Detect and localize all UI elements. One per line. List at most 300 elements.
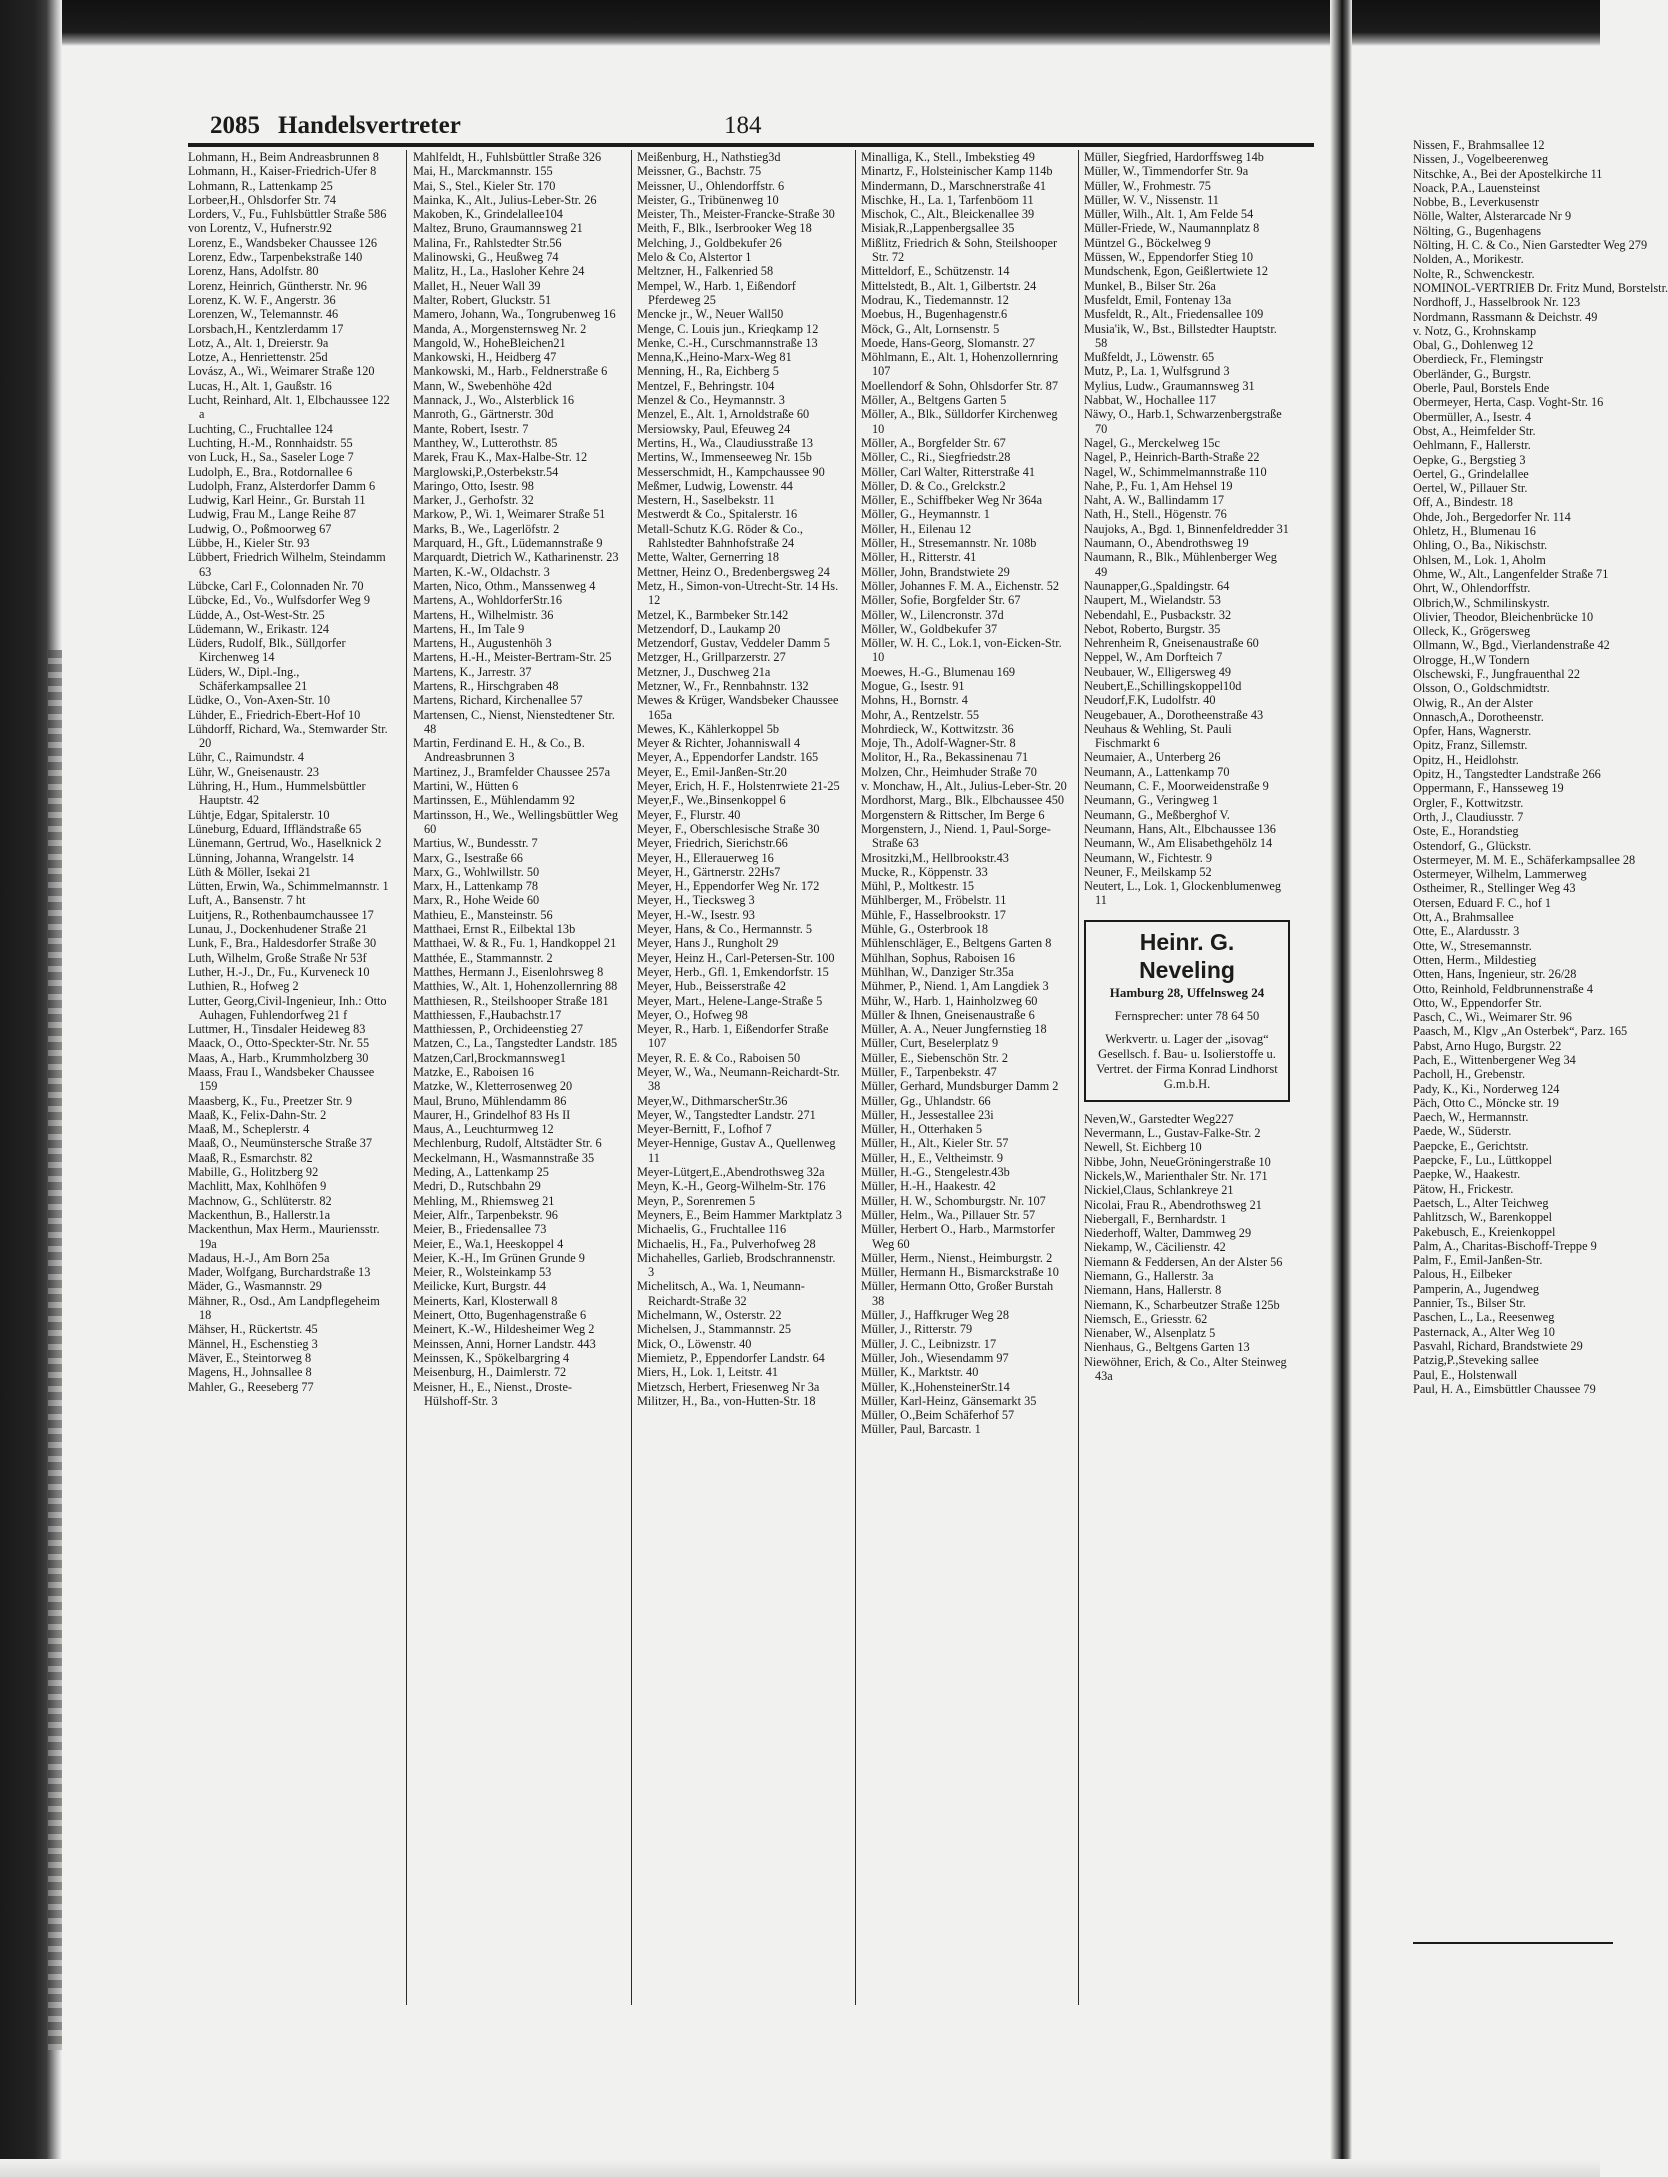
directory-entry: Matthies, W., Alt. 1, Hohenzollernring 88 bbox=[413, 979, 618, 994]
directory-entry: Opitz, H., Tangstedter Landstraße 266 bbox=[1413, 767, 1601, 782]
directory-entry: Mühlberger, M., Fröbelstr. 11 bbox=[861, 893, 1007, 908]
directory-entry: Nahe, P., Fu. 1, Am Hehsel 19 bbox=[1084, 478, 1233, 493]
directory-entry: Lütten, Erwin, Wa., Schimmelmannstr. 1 bbox=[188, 879, 389, 894]
directory-entry: Lühtje, Edgar, Spitalerstr. 10 bbox=[188, 807, 330, 822]
directory-entry: Müller, Gerhard, Mundsburger Damm 2 bbox=[861, 1079, 1059, 1094]
directory-entry: Paul, E., Holstenwall bbox=[1413, 1367, 1518, 1382]
directory-entry: Ostheimer, R., Stellinger Weg 43 bbox=[1413, 881, 1576, 896]
directory-entry: Müller, W. V., Nissenstr. 11 bbox=[1084, 192, 1219, 207]
directory-entry: Pacholl, H., Grebenstr. bbox=[1413, 1067, 1526, 1082]
directory-entry: Paepcke, E., Gerichtstr. bbox=[1413, 1138, 1529, 1153]
directory-entry: Mühmer, P., Niend. 1, Am Langdiek 3 bbox=[861, 979, 1049, 994]
directory-entry: Lüders, Rudolf, Blk., Süllдorfer Kirchenweg 14 bbox=[188, 636, 346, 665]
directory-entry: Nienhaus, G., Beltgens Garten 13 bbox=[1084, 1340, 1250, 1355]
directory-entry: Neven,W., Garstedter Weg227 bbox=[1084, 1111, 1234, 1126]
directory-entry: Mühlhan, Sophus, Raboisen 16 bbox=[861, 950, 1016, 965]
directory-entry: Nissen, J., Vogelbeerenweg bbox=[1413, 152, 1549, 167]
directory-entry: Meyer, Mart., Helene-Lange-Straße 5 bbox=[637, 993, 823, 1008]
directory-entry: Meinssen, K., Spökelbargring 4 bbox=[413, 1350, 570, 1365]
directory-entry: Michelitsch, A., Wa. 1, Neumann-Reichardt-Straße 32 bbox=[637, 1279, 805, 1308]
directory-entry: Mahlfeldt, H., Fuhlsbüttler Straße 326 bbox=[413, 150, 602, 164]
directory-entry: Menge, C. Louis jun., Krieqkamp 12 bbox=[637, 321, 819, 336]
directory-entry: Palm, A., Charitas-Bischoff-Treppe 9 bbox=[1413, 1238, 1597, 1253]
directory-entry: Metzendorf, Gustav, Veddeler Damm 5 bbox=[637, 636, 830, 651]
directory-entry: Otto, Reinhold, Feldbrunnenstraße 4 bbox=[1413, 981, 1593, 996]
directory-entry: Ohde, Joh., Bergedorfer Nr. 114 bbox=[1413, 509, 1571, 524]
directory-entry: Maaß, K., Felix-Dahn-Str. 2 bbox=[188, 1107, 327, 1122]
directory-entry: Mohrdieck, W., Kottwitzstr. 36 bbox=[861, 721, 1014, 736]
directory-entry: Lorders, V., Fu., Fuhlsbüttler Straße 586 bbox=[188, 207, 387, 222]
directory-entry: Möller, John, Brandstwiete 29 bbox=[861, 564, 1010, 579]
directory-entry: Ollmann, W., Bgd., Vierlandenstraße 42 bbox=[1413, 638, 1610, 653]
directory-entry: Marek, Frau K., Max-Halbe-Str. 12 bbox=[413, 450, 588, 465]
directory-entry: Malinowski, G., Heußweg 74 bbox=[413, 250, 559, 265]
directory-entry: Müller, A. A., Neuer Jungfernstieg 18 bbox=[861, 1022, 1047, 1037]
directory-entry: Lühdorff, Richard, Wa., Stemwarder Str. 20 bbox=[188, 721, 388, 751]
directory-entry: Marquardt, Dietrich W., Katharinenstr. 23 bbox=[413, 550, 619, 565]
directory-entry: Niemann, Hans, Hallerstr. 8 bbox=[1084, 1283, 1222, 1298]
directory-entry: Nath, H., Stell., Högenstr. 76 bbox=[1084, 507, 1227, 522]
directory-entry: Maaß, M., Scheplerstr. 4 bbox=[188, 1122, 310, 1137]
directory-entry: Musfeldt, R., Alt., Friedensallee 109 bbox=[1084, 307, 1264, 322]
directory-entry: Nolden, A., Morikestr. bbox=[1413, 252, 1524, 267]
directory-entry: Lunk, F., Bra., Haldesdorfer Straße 30 bbox=[188, 936, 377, 951]
directory-entry: Nölting, H. C. & Co., Nien Garstedter Weg 279 bbox=[1413, 238, 1648, 253]
directory-entry: Müller & Ihnen, Gneisenaustraße 6 bbox=[861, 1007, 1035, 1022]
directory-column-5 bbox=[1084, 150, 1290, 1383]
directory-entry: Müller, E., Siebenschön Str. 2 bbox=[861, 1050, 1009, 1065]
directory-entry: Martinssen, E., Mühlendamm 92 bbox=[413, 793, 575, 808]
directory-entry: Müller, Hermann H., Bismarckstraße 10 bbox=[861, 1265, 1059, 1280]
directory-entry: Menna,K.,Heino-Marx-Weg 81 bbox=[637, 350, 792, 365]
directory-entry: v. Monchaw, H., Alt., Julius-Leber-Str. 20 bbox=[861, 779, 1067, 794]
directory-entry: Martens, Richard, Kirchenallee 57 bbox=[413, 693, 583, 708]
directory-entry: Müller, H.-H., Haakestr. 42 bbox=[861, 1179, 996, 1194]
directory-entry: Obst, A., Heimfelder Str. bbox=[1413, 423, 1536, 438]
directory-entry: Nagel, G., Merckelweg 15c bbox=[1084, 435, 1220, 450]
directory-entry: Nagel, P., Heinrich-Barth-Straße 22 bbox=[1084, 450, 1260, 465]
directory-column-3 bbox=[637, 150, 843, 1408]
scan-border-bottom bbox=[0, 2159, 1600, 2177]
directory-entry: Oepke, G., Bergstieg 3 bbox=[1413, 452, 1526, 467]
directory-entry: Meister, G., Tribünenweg 10 bbox=[637, 192, 779, 207]
directory-entry: Lucht, Reinhard, Alt. 1, Elbchaussee 122 a bbox=[188, 393, 390, 422]
directory-entry: Neubert,E.,Schillingskoppel10d bbox=[1084, 678, 1242, 693]
directory-entry: Möller, H., Stresemannstr. Nr. 108b bbox=[861, 536, 1037, 551]
directory-entry: Lorenzen, W., Telemannstr. 46 bbox=[188, 307, 339, 322]
directory-entry: Naunapper,G.,Spaldingstr. 64 bbox=[1084, 578, 1230, 593]
directory-entry: Meisner, H., E., Nienst., Droste-Hülshoff-Str. 3 bbox=[413, 1379, 572, 1408]
directory-entry: Meisenburg, H., Daimlerstr. 72 bbox=[413, 1365, 567, 1380]
column-divider bbox=[1078, 150, 1079, 2005]
directory-column-4 bbox=[861, 150, 1067, 1437]
directory-entry: Mähser, H., Rückertstr. 45 bbox=[188, 1322, 318, 1337]
directory-entry: Meyer,F., We.,Binsenkoppel 6 bbox=[637, 793, 786, 808]
directory-entry: Olrogge, H.,W Tondern bbox=[1413, 652, 1530, 667]
directory-entry: Miemietz, P., Eppendorfer Landstr. 64 bbox=[637, 1350, 825, 1365]
directory-entry: Möller, A., Blk., Sülldorfer Kirchenweg 10 bbox=[861, 407, 1058, 436]
directory-entry: Nehrenheim R, Gneisenaustraße 60 bbox=[1084, 636, 1259, 651]
directory-entry: Mick, O., Löwenstr. 40 bbox=[637, 1336, 752, 1351]
directory-entry: Lucas, H., Alt. 1, Gaußstr. 16 bbox=[188, 378, 332, 393]
section-title: Handelsvertreter bbox=[278, 112, 461, 139]
directory-entry: Nitschke, A., Bei der Apostelkirche 11 bbox=[1413, 166, 1603, 181]
directory-entry: Mersiowsky, Paul, Efeuweg 24 bbox=[637, 421, 791, 436]
directory-entry: Müller, H.-G., Stengelestr.43b bbox=[861, 1165, 1010, 1180]
directory-entry: Müller, O.,Beim Schäferhof 57 bbox=[861, 1408, 1015, 1423]
column-5-bottom-list bbox=[1084, 1112, 1290, 1384]
directory-entry: Oppermann, F., Hansseweg 19 bbox=[1413, 781, 1564, 796]
directory-entry: Mühlenschläger, E., Beltgens Garten 8 bbox=[861, 936, 1052, 951]
directory-entry: Möck, G., Alt, Lornsenstr. 5 bbox=[861, 321, 1000, 336]
directory-entry: Päch, Otto C., Möncke str. 19 bbox=[1413, 1095, 1559, 1110]
directory-entry: Lühr, W., Gneisenaustr. 23 bbox=[188, 764, 320, 779]
directory-entry: Meltzner, H., Falkenried 58 bbox=[637, 264, 774, 279]
directory-entry: Meding, A., Lattenkamp 25 bbox=[413, 1165, 549, 1180]
directory-entry: Meckelmann, H., Wasmannstraße 35 bbox=[413, 1150, 595, 1165]
directory-entry: Morgenstern & Rittscher, Im Berge 6 bbox=[861, 807, 1045, 822]
directory-entry: Marglowski,P.,Osterbekstr.54 bbox=[413, 464, 559, 479]
directory-entry: Otten, Herm., Mildestieg bbox=[1413, 952, 1537, 967]
directory-entry: Müller, K.,HohensteinerStr.14 bbox=[861, 1379, 1010, 1394]
directory-entry: Mankowski, M., Harb., Feldnerstraße 6 bbox=[413, 364, 608, 379]
directory-entry: Müller, H., Otterhaken 5 bbox=[861, 1122, 983, 1137]
directory-entry: Meyer, H., Ellerauerweg 16 bbox=[637, 850, 774, 865]
directory-entry: Mentzel, F., Behringstr. 104 bbox=[637, 378, 775, 393]
directory-entry: Näwy, O., Harb.1, Schwarzenbergstraße 70 bbox=[1084, 407, 1282, 436]
directory-entry: Onnasch,A., Dorotheenstr. bbox=[1413, 709, 1544, 724]
directory-entry: Ohrt, W., Ohlendorffstr. bbox=[1413, 581, 1531, 596]
directory-entry: Orth, J., Claudiusstr. 7 bbox=[1413, 809, 1524, 824]
directory-entry: Müller, F., Tarpenbekstr. 47 bbox=[861, 1065, 997, 1079]
directory-entry: Maass, Frau I., Wandsbeker Chaussee 159 bbox=[188, 1065, 375, 1094]
directory-entry: Manroth, G., Gärtnerstr. 30d bbox=[413, 407, 554, 422]
directory-entry: Martens, R., Hirschgraben 48 bbox=[413, 678, 559, 693]
directory-entry: Möller, W., Lilencronstr. 37d bbox=[861, 607, 1004, 622]
directory-entry: Meyer-Hennige, Gustav A., Quellenweg 11 bbox=[637, 1136, 836, 1165]
directory-entry: Matthaei, Ernst R., Eilbektal 13b bbox=[413, 922, 576, 937]
directory-entry: Opitz, Franz, Sillemstr. bbox=[1413, 738, 1528, 753]
ad-body-text: Werkvertr. u. Lager der „isovag“ Gesellsch. f. Bau- u. Isolierstoffe u. Vertret. der Firma Konrad Lindhorst G.m.b.H. bbox=[1096, 1031, 1278, 1091]
directory-entry: Müller, H., E., Veltheimstr. 9 bbox=[861, 1150, 1004, 1165]
directory-entry: Müller, Curt, Beselerplatz 9 bbox=[861, 1036, 999, 1051]
directory-entry: Manthey, W., Lutterothstr. 85 bbox=[413, 435, 558, 450]
directory-entry: Lübbe, H., Kieler Str. 93 bbox=[188, 536, 310, 551]
directory-entry: Paepcke, F., Lu., Lüttkoppel bbox=[1413, 1153, 1553, 1168]
directory-entry: Marten, Nico, Othm., Manssenweg 4 bbox=[413, 578, 596, 593]
directory-entry: Mohr, A., Rentzelstr. 55 bbox=[861, 707, 980, 722]
directory-entry: Pakebusch, E., Kreienkoppel bbox=[1413, 1224, 1556, 1239]
directory-entry: Menzel & Co., Heymannstr. 3 bbox=[637, 393, 785, 408]
directory-entry: Nickiel,Claus, Schlankreye 21 bbox=[1084, 1183, 1234, 1198]
directory-entry: Lünemann, Gertrud, Wo., Haselknick 2 bbox=[188, 836, 382, 851]
directory-entry: Naht, A. W., Ballindamm 17 bbox=[1084, 493, 1225, 508]
directory-entry: Meyn, P., Sorenremen 5 bbox=[637, 1193, 756, 1208]
directory-entry: Müntzel G., Böckelweg 9 bbox=[1084, 235, 1211, 250]
directory-entry: Lüders, W., Dipl.-Ing., Schäferkampsallee 21 bbox=[188, 664, 308, 693]
directory-entry: Marx, G., Wohlwillstr. 50 bbox=[413, 864, 540, 879]
directory-entry: Mäder, G., Wasmannstr. 29 bbox=[188, 1279, 322, 1294]
directory-entry: Ott, A., Brahmsallee bbox=[1413, 910, 1514, 925]
directory-entry: Meyer, R., Harb. 1, Eißendorfer Straße 107 bbox=[637, 1022, 829, 1051]
directory-entry: Nagel, W., Schimmelmannstraße 110 bbox=[1084, 464, 1267, 479]
directory-entry: Meyer & Richter, Johanniswall 4 bbox=[637, 736, 801, 751]
directory-entry: Militzer, H., Ba., von-Hutten-Str. 18 bbox=[637, 1393, 816, 1408]
directory-entry: Meßmer, Ludwig, Lowenstr. 44 bbox=[637, 478, 793, 493]
directory-entry: Morgenstern, J., Niend. 1, Paul-Sorge-Straße 63 bbox=[861, 821, 1051, 851]
directory-entry: Lünning, Johanna, Wrangelstr. 14 bbox=[188, 850, 354, 865]
directory-entry: Manda, A., Morgensternsweg Nr. 2 bbox=[413, 321, 587, 336]
directory-entry: Lorenz, E., Wandsbeker Chaussee 126 bbox=[188, 235, 377, 250]
directory-entry: Pach, E., Wittenbergener Weg 34 bbox=[1413, 1053, 1576, 1067]
directory-entry: Maas, A., Harb., Krummholzberg 30 bbox=[188, 1050, 369, 1065]
directory-entry: Martensen, C., Nienst, Nienstedtener Str. 48 bbox=[413, 707, 615, 736]
directory-entry: Luttmer, H., Tinsdaler Heideweg 83 bbox=[188, 1022, 366, 1037]
directory-entry: Metall-Schutz K.G. Röder & Co., Rahlstedter Bahnhofstraße 24 bbox=[637, 521, 803, 551]
directory-entry: Mißlitz, Friedrich & Sohn, Steilshooper Str. 72 bbox=[861, 235, 1058, 265]
directory-entry: Möller, A., Beltgens Garten 5 bbox=[861, 393, 1007, 408]
directory-entry: Noack, P.A., Lauensteinst bbox=[1413, 180, 1541, 195]
advertisement-box bbox=[1084, 920, 1290, 1102]
directory-entry: Melching, J., Goldbekufer 26 bbox=[637, 235, 782, 250]
directory-entry: Malter, Robert, Gluckstr. 51 bbox=[413, 292, 552, 307]
directory-entry: Müller, Joh., Wiesendamm 97 bbox=[861, 1350, 1009, 1365]
directory-entry: Lohmann, H., Kaiser-Friedrich-Ufer 8 bbox=[188, 164, 377, 179]
directory-entry: Machnow, G., Schlüterstr. 82 bbox=[188, 1193, 332, 1208]
directory-entry: Meister, Th., Meister-Francke-Straße 30 bbox=[637, 207, 835, 222]
scan-border-top bbox=[0, 0, 1600, 46]
directory-entry: Lühder, E., Friedrich-Ebert-Hof 10 bbox=[188, 707, 361, 722]
directory-entry: Magens, H., Johnsallee 8 bbox=[188, 1365, 312, 1380]
directory-entry: Mangold, W., HoheBleichen21 bbox=[413, 335, 566, 350]
directory-entry: Mai, H., Marckmannstr. 155 bbox=[413, 164, 553, 179]
directory-entry: Nordmann, Rassmann & Deichstr. 49 bbox=[1413, 309, 1598, 324]
directory-entry: Martens, K., Jarrestr. 37 bbox=[413, 664, 532, 679]
directory-entry: Mäver, E., Steintorweg 8 bbox=[188, 1350, 312, 1365]
directory-entry: Maltez, Bruno, Graumannsweg 21 bbox=[413, 221, 583, 236]
directory-entry: Molitor, H., Ra., Bekassinenau 71 bbox=[861, 750, 1029, 765]
directory-entry: Müller, W., Frohmestr. 75 bbox=[1084, 178, 1211, 193]
directory-entry: Möller, D. & Co., Grelckstr.2 bbox=[861, 478, 1006, 493]
directory-entry: Müller, J., Ritterstr. 79 bbox=[861, 1322, 973, 1337]
directory-entry: Nabbat, W., Hochallee 117 bbox=[1084, 393, 1217, 408]
directory-entry: Lotz, A., Alt. 1, Dreierstr. 9a bbox=[188, 335, 329, 350]
directory-entry: Olschewski, F., Jungfrauenthal 22 bbox=[1413, 666, 1581, 681]
directory-entry: Neumann, G., Veringweg 1 bbox=[1084, 793, 1219, 808]
directory-entry: Mutz, P., La. 1, Wulfsgrund 3 bbox=[1084, 364, 1230, 379]
directory-entry: Neumann, C. F., Moorweidenstraße 9 bbox=[1084, 779, 1269, 794]
directory-entry: Marten, K.-W., Oldachstr. 3 bbox=[413, 564, 550, 579]
directory-entry: Müller, Paul, Barcastr. 1 bbox=[861, 1422, 981, 1437]
directory-entry: Paepke, W., Haakestr. bbox=[1413, 1167, 1521, 1182]
directory-entry: Luchting, C., Fruchtallee 124 bbox=[188, 421, 333, 436]
directory-entry: Metzner, W., Fr., Rennbahnstr. 132 bbox=[637, 678, 809, 693]
directory-entry: Lüdemann, W., Erikastr. 124 bbox=[188, 621, 330, 636]
directory-entry: Otte, E., Alardusstr. 3 bbox=[1413, 924, 1520, 939]
directory-entry: Lühr, C., Raimundstr. 4 bbox=[188, 750, 304, 765]
directory-entry: Mathieu, E., Mansteinstr. 56 bbox=[413, 907, 553, 922]
directory-entry: Neumann, A., Lattenkamp 70 bbox=[1084, 764, 1230, 779]
directory-entry: Opitz, H., Heidlohstr. bbox=[1413, 752, 1519, 767]
directory-entry: Müller, Siegfried, Hardorffsweg 14b bbox=[1084, 150, 1264, 164]
directory-entry: Maul, Bruno, Mühlendamm 86 bbox=[413, 1093, 567, 1108]
directory-entry: Malitz, H., La., Hasloher Kehre 24 bbox=[413, 264, 585, 279]
directory-entry: Niemsch, E., Griesstr. 62 bbox=[1084, 1311, 1208, 1326]
directory-entry: Moewes, H.-G., Blumenau 169 bbox=[861, 664, 1016, 679]
directory-entry: Matzen, C., La., Tangstedter Landstr. 185 bbox=[413, 1036, 618, 1051]
directory-entry: Möller, Sofie, Borgfelder Str. 67 bbox=[861, 593, 1021, 608]
column-divider bbox=[631, 150, 632, 2005]
directory-entry: Obermüller, A., Isestr. 4 bbox=[1413, 409, 1532, 424]
directory-entry: Otto, W., Eppendorfer Str. bbox=[1413, 995, 1542, 1010]
directory-entry: Michaelis, G., Fruchtallee 116 bbox=[637, 1222, 787, 1237]
directory-entry: Luft, A., Bansenstr. 7 ht bbox=[188, 893, 306, 908]
directory-entry: Mallet, H., Neuer Wall 39 bbox=[413, 278, 541, 293]
directory-entry: Ohme, W., Alt., Langenfelder Straße 71 bbox=[1413, 566, 1609, 581]
directory-entry: Mechlenburg, Rudolf, Altstädter Str. 6 bbox=[413, 1136, 602, 1151]
directory-entry: Meyer, Friedrich, Sierichstr.66 bbox=[637, 836, 788, 851]
directory-entry: Lorenz, Heinrich, Güntherstr. Nr. 96 bbox=[188, 278, 367, 293]
directory-entry: Matzen,Carl,Brockmannsweg1 bbox=[413, 1050, 566, 1065]
directory-entry: Paasch, M., Klgv „An Osterbek“, Parz. 165 bbox=[1413, 1024, 1628, 1039]
directory-entry: Marx, G., Isestraße 66 bbox=[413, 850, 523, 865]
directory-entry: Nölle, Walter, Alsterarcade Nr 9 bbox=[1413, 209, 1572, 224]
directory-entry: Paech, W., Hermannstr. bbox=[1413, 1110, 1529, 1125]
directory-entry: Pasch, C., Wi., Weimarer Str. 96 bbox=[1413, 1010, 1572, 1025]
directory-entry: Madaus, H.-J., Am Born 25a bbox=[188, 1250, 330, 1265]
directory-entry: Pasvahl, Richard, Brandstwiete 29 bbox=[1413, 1338, 1583, 1353]
directory-entry: Neuhaus & Wehling, St. Pauli Fischmarkt 6 bbox=[1084, 721, 1232, 751]
directory-entry: Munkel, B., Bilser Str. 26a bbox=[1084, 278, 1216, 293]
directory-entry: Pannier, Ts., Bilser Str. bbox=[1413, 1296, 1526, 1311]
directory-entry: Neumann, Hans, Alt., Elbchaussee 136 bbox=[1084, 821, 1276, 836]
directory-entry: Mühle, F., Hasselbrookstr. 17 bbox=[861, 907, 1006, 922]
directory-entry: Meier, Alfr., Tarpenbekstr. 96 bbox=[413, 1207, 558, 1222]
header-rule bbox=[188, 143, 1314, 147]
directory-entry: Müller, W., Timmendorfer Str. 9a bbox=[1084, 164, 1249, 179]
directory-entry: Ludwig, Frau M., Lange Reihe 87 bbox=[188, 507, 357, 522]
directory-entry: Marquard, H., Gft., Lüdemannstraße 9 bbox=[413, 536, 603, 551]
directory-entry: Oberdieck, Fr., Flemingstr bbox=[1413, 352, 1544, 367]
directory-entry: Müller, Gg., Uhlandstr. 66 bbox=[861, 1093, 991, 1108]
directory-entry: Mankowski, H., Heidberg 47 bbox=[413, 350, 557, 365]
directory-entry: Martinez, J., Bramfelder Chaussee 257a bbox=[413, 764, 611, 779]
directory-entry: Molzen, Chr., Heimhuder Straße 70 bbox=[861, 764, 1037, 779]
directory-entry: Meier, R., Wolsteinkamp 53 bbox=[413, 1265, 552, 1280]
directory-entry: Martens, H., Im Tale 9 bbox=[413, 621, 525, 636]
directory-entry: Meissner, U., Ohlendorffstr. 6 bbox=[637, 178, 785, 193]
directory-entry: Michelsen, J., Stammannstr. 25 bbox=[637, 1322, 792, 1337]
directory-entry: Mackenthun, Max Herm., Mauriensstr. 19a bbox=[188, 1222, 380, 1251]
directory-entry: Michahelles, Garlieb, Brodschrannenstr. 3 bbox=[637, 1250, 836, 1280]
directory-entry: Nicolai, Frau R., Abendrothsweg 21 bbox=[1084, 1197, 1262, 1212]
bleed-through-strip bbox=[48, 650, 62, 2050]
directory-entry: Mietzsch, Herbert, Friesenweg Nr 3a bbox=[637, 1379, 820, 1394]
directory-entry: Lutter, Georg,Civil-Ingenieur, Inh.: Otto Auhagen, Fuhlendorfweg 21 f bbox=[188, 993, 387, 1022]
directory-entry: Lunau, J., Dockenhudener Straße 21 bbox=[188, 922, 368, 937]
column-divider bbox=[406, 150, 407, 2005]
directory-entry: v. Notz, G., Krohnskamp bbox=[1413, 323, 1537, 338]
directory-entry: Michaelis, H., Fa., Pulverhofweg 28 bbox=[637, 1236, 816, 1251]
directory-entry: Meyer, Erich, H. F., Holstenтwiete 21-25 bbox=[637, 779, 840, 794]
directory-entry: Mitteldorf, E., Schützenstr. 14 bbox=[861, 264, 1010, 279]
directory-entry: Marker, J., Gerhofstr. 32 bbox=[413, 493, 534, 508]
directory-entry: Mindermann, D., Marschnerstraße 41 bbox=[861, 178, 1047, 193]
directory-entry: Luther, H.-J., Dr., Fu., Kurveneck 10 bbox=[188, 964, 370, 979]
directory-entry: Ohlsen, M., Lok. 1, Aholm bbox=[1413, 552, 1546, 567]
directory-entry: Makoben, K., Grindelallee104 bbox=[413, 207, 563, 222]
directory-entry: Mrositzki,M., Hellbrookstr.43 bbox=[861, 850, 1009, 865]
directory-entry: Meinert, Otto, Bugenhagenstraße 6 bbox=[413, 1308, 587, 1323]
directory-entry: Meyer,W., DithmarscherStr.36 bbox=[637, 1093, 788, 1108]
directory-entry: Oertel, W., Pillauer Str. bbox=[1413, 481, 1528, 496]
directory-entry: Otte, W., Stresemannstr. bbox=[1413, 938, 1532, 953]
directory-entry: Martius, W., Bundesstr. 7 bbox=[413, 836, 538, 851]
directory-entry: Mordhorst, Marg., Blk., Elbchaussee 450 bbox=[861, 793, 1064, 808]
directory-entry: Lüdde, A., Ost-West-Str. 25 bbox=[188, 607, 325, 622]
page-header bbox=[188, 112, 1314, 142]
directory-entry: Matthiesen, R., Steilshooper Straße 181 bbox=[413, 993, 609, 1008]
directory-entry: Mader, Wolfgang, Burchardstraße 13 bbox=[188, 1265, 371, 1280]
directory-entry: Martens, A., WohldorferStr.16 bbox=[413, 593, 563, 608]
directory-entry: Olbrich,W., Schmilinskystr. bbox=[1413, 595, 1550, 610]
directory-entry: Olivier, Theodor, Bleichenbrücke 10 bbox=[1413, 609, 1594, 624]
directory-entry: Meissner, G., Bachstr. 75 bbox=[637, 164, 762, 179]
directory-entry: Meith, F., Blk., Iserbrooker Weg 18 bbox=[637, 221, 812, 236]
directory-entry: Müller, K., Marktstr. 40 bbox=[861, 1365, 979, 1380]
directory-entry: Moellendorf & Sohn, Ohlsdorfer Str. 87 bbox=[861, 378, 1059, 393]
directory-entry: Maringo, Otto, Isestr. 98 bbox=[413, 478, 534, 493]
facing-page-fragment bbox=[1353, 48, 1668, 2148]
directory-entry: Meyer, Hans, & Co., Hermannstr. 5 bbox=[637, 922, 813, 937]
directory-entry: Lorenz, Edw., Tarpenbekstraße 140 bbox=[188, 250, 363, 265]
directory-entry: Ostendorf, G., Glückstr. bbox=[1413, 838, 1532, 853]
directory-entry: Niekamp, W., Cäcilienstr. 42 bbox=[1084, 1240, 1226, 1255]
directory-entry: Markow, P., Wi. 1, Weimarer Straße 51 bbox=[413, 507, 606, 522]
directory-page bbox=[188, 100, 1318, 2000]
directory-entry: Mannack, J., Wo., Alsterblick 16 bbox=[413, 393, 575, 408]
directory-entry: Müller, J., Haffkruger Weg 28 bbox=[861, 1308, 1009, 1323]
directory-entry: Oberländer, G., Burgstr. bbox=[1413, 366, 1532, 381]
directory-entry: Meyer, H.-W., Isestr. 93 bbox=[637, 907, 755, 922]
directory-entry: Meier, E., Wa.1, Heeskoppel 4 bbox=[413, 1236, 564, 1251]
directory-entry: Lüneburg, Eduard, Iffländstraße 65 bbox=[188, 821, 362, 836]
directory-entry: Müller, H., Alt., Kieler Str. 57 bbox=[861, 1136, 1009, 1151]
directory-entry: Nickels,W., Marienthaler Str. Nr. 171 bbox=[1084, 1168, 1268, 1183]
directory-entry: Mahler, G., Reeseberg 77 bbox=[188, 1379, 314, 1394]
directory-entry: Ohling, O., Ba., Nikischstr. bbox=[1413, 538, 1548, 553]
directory-entry: Neubauer, W., Elligersweg 49 bbox=[1084, 664, 1232, 679]
directory-entry: Paede, W., Süderstr. bbox=[1413, 1124, 1512, 1139]
directory-entry: Paschen, L., La., Reesenweg bbox=[1413, 1310, 1555, 1325]
directory-entry: Neuner, F., Meilskamp 52 bbox=[1084, 864, 1212, 879]
directory-entry: Mante, Robert, Isestr. 7 bbox=[413, 421, 529, 436]
directory-entry: Metzendorf, D., Laukamp 20 bbox=[637, 621, 781, 636]
directory-entry: Palm, F., Emil-Janßen-Str. bbox=[1413, 1253, 1543, 1268]
ad-company-name: Heinr. G. Neveling bbox=[1139, 928, 1235, 983]
directory-entry: Mohns, H., Bornstr. 4 bbox=[861, 693, 968, 708]
directory-entry: Mewes, K., Kählerkoppel 5b bbox=[637, 721, 780, 736]
directory-entry: Oberle, Paul, Borstels Ende bbox=[1413, 381, 1550, 396]
directory-entry: Luchting, H.-M., Ronnhaidstr. 55 bbox=[188, 435, 353, 450]
directory-entry: Lorsbach,H., Kentzlerdamm 17 bbox=[188, 321, 344, 336]
directory-entry: Ludwig, Karl Heinr., Gr. Burstah 11 bbox=[188, 493, 366, 508]
directory-entry: Mühr, W., Harb. 1, Hainholzweg 60 bbox=[861, 993, 1038, 1008]
directory-entry: NOMINOL-VERTRIEB Dr. Fritz Mund, Borstelstr. bbox=[1413, 280, 1668, 295]
directory-entry: Mabille, G., Holitzberg 92 bbox=[188, 1165, 319, 1180]
directory-entry: Naumann, O., Abendrothsweg 19 bbox=[1084, 536, 1249, 551]
directory-entry: Nebendahl, E., Pusbackstr. 32 bbox=[1084, 607, 1232, 622]
